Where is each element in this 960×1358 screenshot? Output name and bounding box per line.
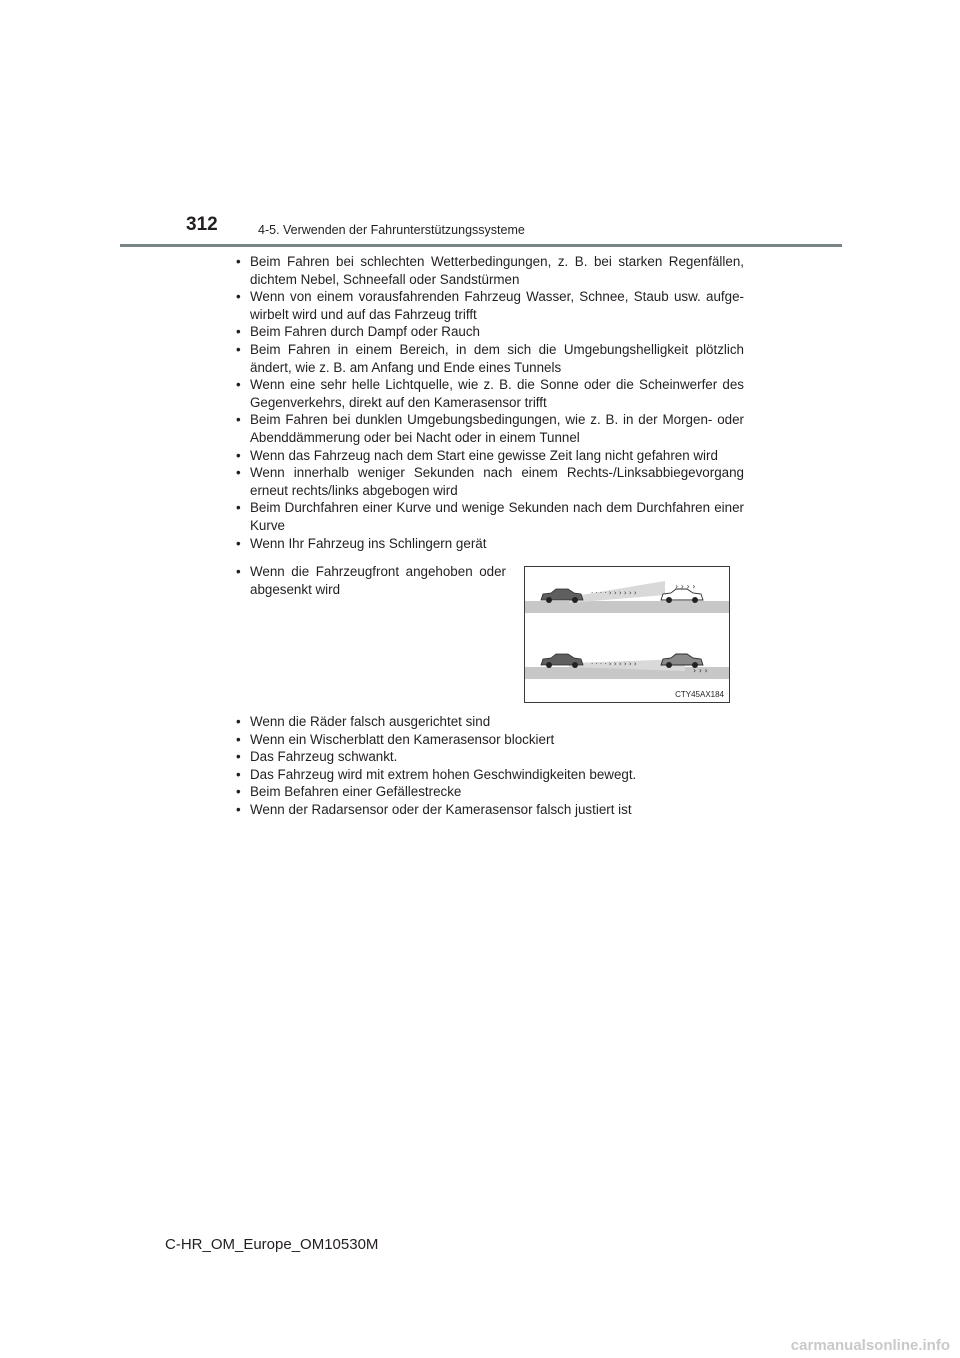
list-item: • Wenn eine sehr helle Lichtquelle, wie z. B. die Sonne oder die Scheinwerfer des Gegenverkehrs, direkt auf den Kamerasensor trifft [236,376,744,411]
illustration-graphic [525,567,729,702]
list-item: • Beim Fahren in einem Bereich, in dem sich die Umgebungshelligkeit plötzlich ändert, wie z. B. am Anfang und Ende eines Tunnels [236,341,744,376]
list-item: • Wenn ein Wischerblatt den Kamerasensor blockiert [236,731,744,749]
radar-wave-icon: · · · · › › › › › › [591,660,637,668]
list-item: • Das Fahrzeug wird mit extrem hohen Geschwindigkeiten bewegt. [236,766,744,784]
road-top [525,601,729,613]
list-item: • Beim Fahren durch Dampf oder Rauch [236,323,744,341]
section-title: 4-5. Verwenden der Fahrunterstützungssysteme [258,223,525,237]
page-number: 312 [186,214,218,235]
car-icon [661,589,703,603]
watermark: carmanualsonline.info [790,1337,950,1354]
vehicle-pitch-illustration [524,566,730,703]
header-rule [120,244,842,247]
list-item: • Wenn die Fahrzeugfront angehoben oder abgesenkt wird [236,563,506,598]
scene-front-lowered [525,654,729,679]
list-item: • Wenn das Fahrzeug nach dem Start eine gewisse Zeit lang nicht gefahren wird [236,447,744,465]
car-icon [541,654,583,668]
bullet-list-top [236,253,744,552]
list-item: • Beim Fahren bei schlechten Wetterbedingungen, z. B. bei starken Regenfällen, dichtem Nebel, Schneefall oder Sandstürmen [236,253,744,288]
list-item: • Beim Durchfahren einer Kurve und wenige Sekunden nach dem Durchfahren einer Kurve [236,499,744,534]
list-item: • Wenn der Radarsensor oder der Kamerasensor falsch justiert ist [236,801,744,819]
list-item: • Beim Befahren einer Gefällestrecke [236,783,744,801]
list-item: • Wenn innerhalb weniger Sekunden nach einem Rechts-/Linksabbiegevorgang erneut rechts/links abgebogen wird [236,464,744,499]
list-item: • Das Fahrzeug schwankt. [236,748,744,766]
bullet-list-bottom [236,713,744,819]
list-item: • Beim Fahren bei dunklen Umgebungsbedingungen, wie z. B. in der Morgen- oder Abenddämmerung oder bei Nacht oder in einem Tunnel [236,411,744,446]
bullet-list-figure [236,563,506,598]
scene-front-raised [525,581,729,613]
car-icon [541,589,583,603]
radar-wave-icon: › › › [693,666,708,675]
radar-wave-icon: · · · · › › › › › › [591,589,637,597]
list-item: • Wenn von einem vorausfahrenden Fahrzeug Wasser, Schnee, Staub usw. aufge- wirbelt wird und auf das Fahrzeug trifft [236,288,744,323]
list-item: • Wenn die Räder falsch ausgerichtet sind [236,713,744,731]
footer-document-id: C-HR_OM_Europe_OM10530M [165,1236,379,1253]
list-item: • Wenn Ihr Fahrzeug ins Schlingern gerät [236,535,744,553]
radar-wave-icon: › › › › [675,582,696,591]
figure-code: CTY45AX184 [675,690,724,699]
